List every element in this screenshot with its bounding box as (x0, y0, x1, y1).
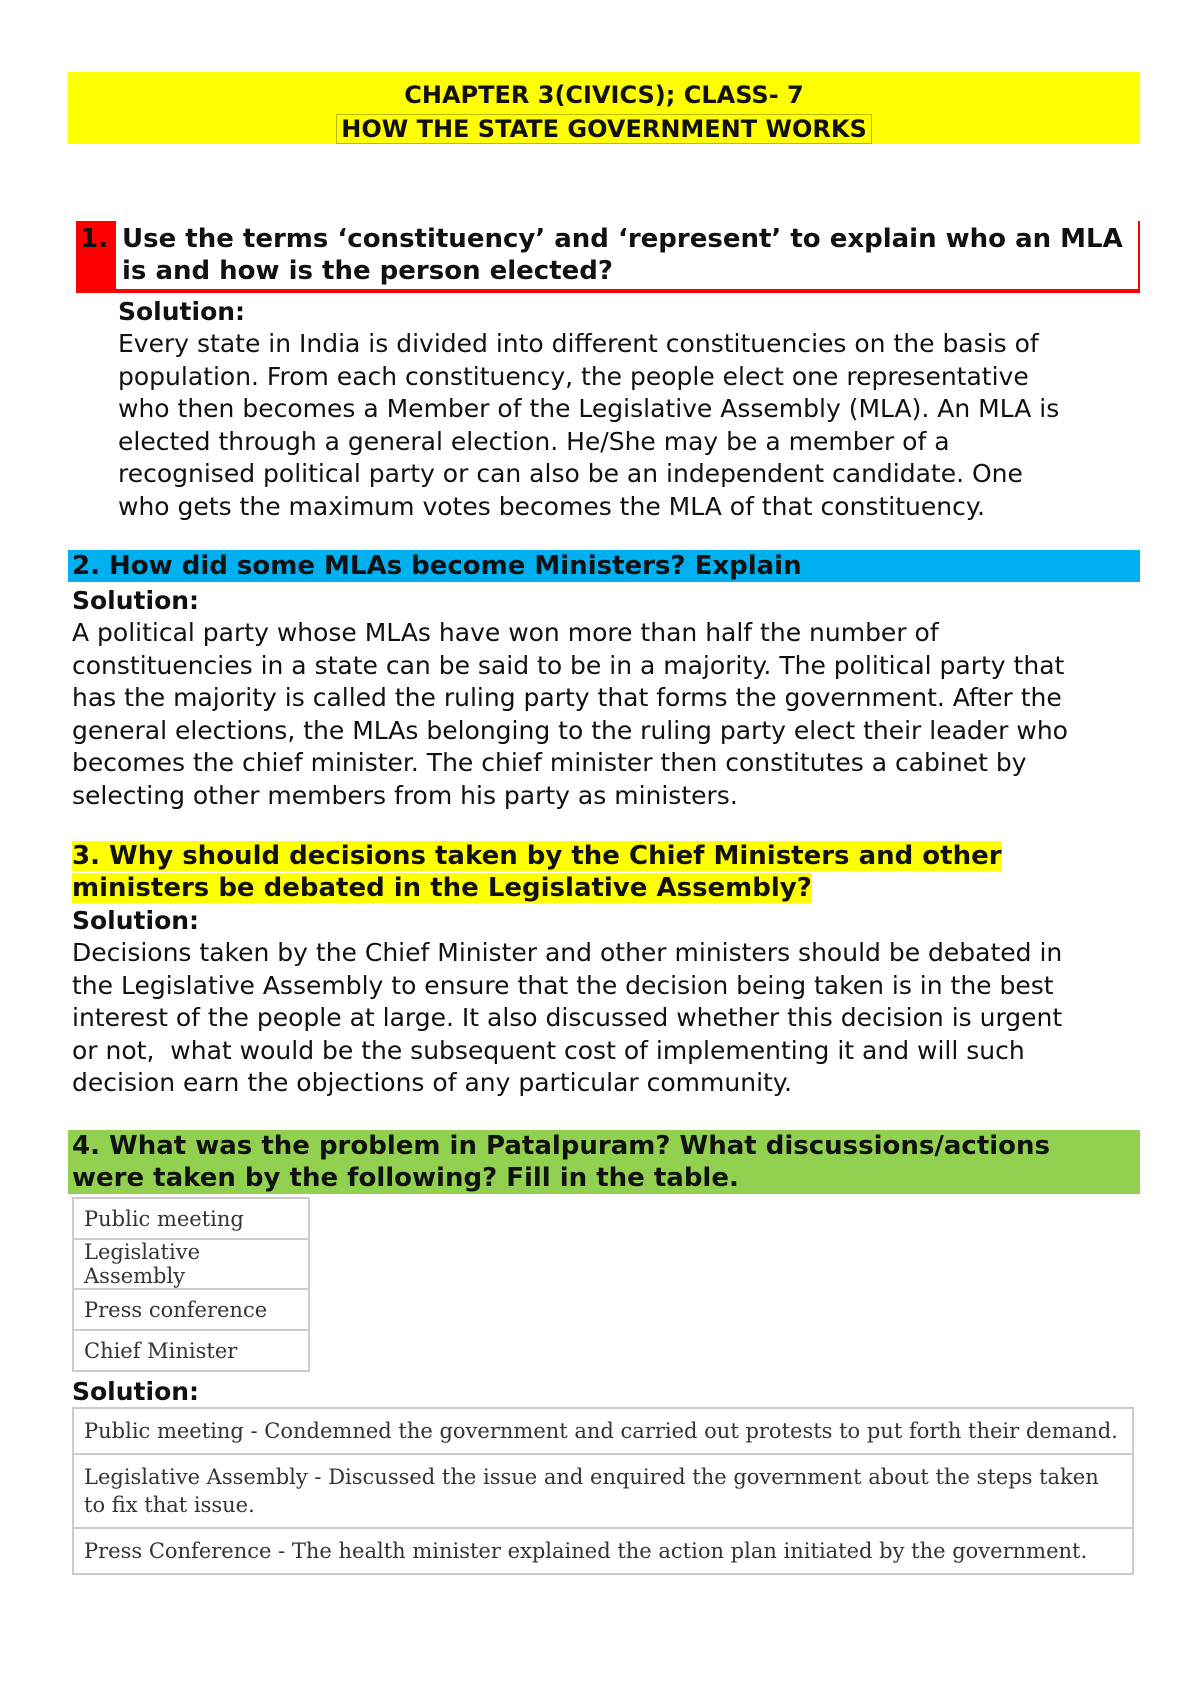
solution-2 (72, 585, 1140, 812)
table-cell: Legislative Assembly - Discussed the issue and enquired the government about the steps taken to fix that issue. (73, 1454, 1133, 1528)
solution-3 (72, 905, 1140, 1100)
answer-line: decision earn the objections of any particular community. (72, 1068, 793, 1097)
table-cell: Chief Minister (73, 1330, 309, 1371)
answer-line: interest of the people at large. It also discussed whether this decision is urgent (72, 1003, 1063, 1032)
question-1 (76, 221, 1140, 293)
table-row (73, 1198, 309, 1239)
answer-line: Decisions taken by the Chief Minister and other ministers should be debated in (72, 938, 1063, 967)
question-2: 2. How did some MLAs become Ministers? Explain (68, 550, 1140, 582)
answer-line: who gets the maximum votes becomes the MLA of that constituency. (118, 491, 985, 521)
answer-line: has the majority is called the ruling party that forms the government. After the (72, 683, 1062, 712)
table-cell: Press Conference - The health minister explained the action plan initiated by the government. (73, 1528, 1133, 1574)
answer-line: who then becomes a Member of the Legislative Assembly (MLA). An MLA is (118, 394, 1060, 423)
answer-line: constituencies in a state can be said to be in a majority. The political party that (72, 650, 1065, 680)
table-row (73, 1239, 309, 1289)
solution-label: Solution: (118, 297, 246, 326)
answer-line: or not, what would be the subsequent cost of implementing it and will such (72, 1035, 1025, 1065)
answer-line: general elections, the MLAs belonging to the ruling party elect their leader who (72, 715, 1068, 745)
table-row (73, 1528, 1133, 1574)
answer-line: A political party whose MLAs have won more than half the number of (72, 618, 939, 647)
question-line: Use the terms ‘constituency’ and ‘represent’ to explain who an MLA (122, 223, 1132, 255)
question-line: 3. Why should decisions taken by the Chief Ministers and other (72, 841, 1002, 871)
question-number: 1. (80, 224, 108, 254)
answer-line: Every state in India is divided into different constituencies on the basis of (118, 329, 1039, 358)
table-cell: Public meeting - Condemned the government and carried out protests to put forth their demand. (73, 1408, 1133, 1454)
page-header (68, 72, 1140, 144)
page-title: HOW THE STATE GOVERNMENT WORKS (336, 114, 871, 144)
solution-1 (118, 296, 1128, 523)
answer-line: elected through a general election. He/She may be a member of a (118, 426, 950, 456)
table-row (73, 1330, 309, 1371)
table-row (73, 1289, 309, 1330)
solution-label: Solution: (72, 1377, 200, 1406)
solution-table (72, 1407, 1134, 1575)
solution-label: Solution: (72, 586, 200, 615)
table-row (73, 1454, 1133, 1528)
answer-line: becomes the chief minister. The chief minister then constitutes a cabinet by (72, 748, 1027, 777)
question-line: is and how is the person elected? (122, 255, 1132, 287)
solution-label: Solution: (72, 906, 200, 935)
question-4 (68, 1130, 1140, 1194)
answer-line: recognised political party or can also be an independent candidate. One (118, 459, 1023, 488)
table-cell: Press conference (73, 1289, 309, 1330)
answer-line: population. From each constituency, the people elect one representative (118, 361, 1029, 391)
table-cell: Public meeting (73, 1198, 309, 1239)
question-line: were taken by the following? Fill in the table. (72, 1163, 739, 1193)
answer-line: selecting other members from his party as ministers. (72, 780, 738, 810)
answer-line: the Legislative Assembly to ensure that the decision being taken is in the best (72, 970, 1054, 1000)
question-3 (72, 840, 1072, 904)
fill-in-table (72, 1197, 310, 1372)
table-cell: Legislative Assembly (73, 1239, 309, 1289)
question-line: ministers be debated in the Legislative Assembly? (72, 873, 812, 903)
question-line: 4. What was the problem in Patalpuram? What discussions/actions (72, 1131, 1051, 1161)
table-row (73, 1408, 1133, 1454)
chapter-title: CHAPTER 3(CIVICS); CLASS- 7 (404, 81, 804, 109)
